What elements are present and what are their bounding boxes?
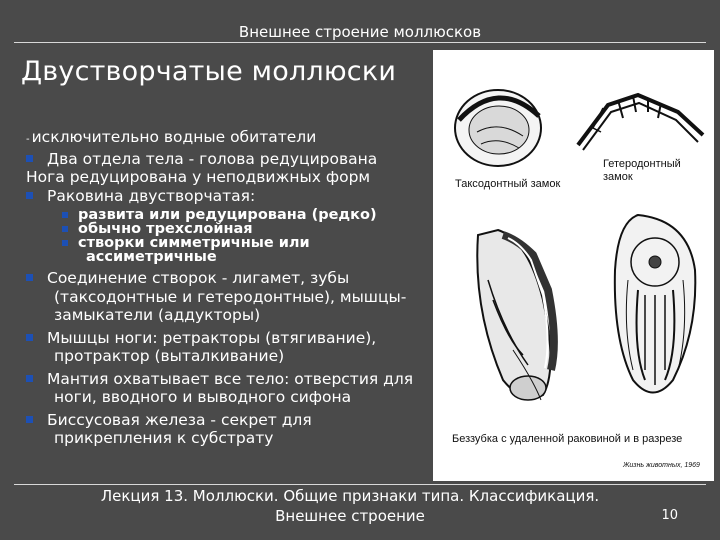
slide-header-title: Внешнее строение моллюсков	[238, 23, 482, 41]
list-item	[26, 411, 426, 448]
sub-list-item-text: развита или редуцирована (редко)	[78, 207, 377, 223]
list-item-text: исключительно водные обитатели	[31, 128, 317, 146]
page-number: 10	[661, 508, 678, 523]
figure-caption: Беззубка с удаленной раковиной и в разрезе	[452, 433, 683, 445]
list-item-text: Два отдела тела - голова редуцирована	[47, 149, 378, 168]
square-bullet-icon	[26, 334, 33, 341]
slide-heading: Двустворчатые моллюски	[21, 56, 397, 87]
list-item	[26, 150, 426, 169]
slide-body	[26, 128, 426, 448]
header-divider	[14, 42, 706, 43]
sub-list-item-text: обычно трехслойная	[78, 221, 253, 237]
square-bullet-icon	[26, 192, 33, 199]
list-item-text: Соединение створок - лигамет, зубы (таксодонтные и гетеродонтные), мышцы-замыкатели (аддукторы)	[47, 269, 407, 324]
square-bullet-icon	[62, 240, 68, 246]
footer-line-1: Лекция 13. Моллюски. Общие признаки типа. Классификация.	[100, 487, 600, 505]
dash-marker: -	[26, 134, 30, 145]
list-item	[26, 269, 426, 325]
footer-divider	[14, 484, 706, 485]
footer-line-2: Внешнее строение	[275, 507, 425, 525]
square-bullet-icon	[62, 226, 68, 232]
list-item-text: Биссусовая железа - секрет для прикрепления к субстрату	[47, 410, 312, 447]
heterodont-hinge-label: Гетеродонтный замок	[603, 158, 681, 183]
list-item	[26, 187, 426, 206]
list-item	[26, 329, 426, 366]
sub-list-item	[26, 236, 426, 264]
square-bullet-icon	[26, 375, 33, 382]
list-item	[26, 168, 426, 187]
list-item-text: Раковина двустворчатая:	[47, 186, 256, 205]
square-bullet-icon	[26, 274, 33, 281]
sub-list-item	[26, 222, 426, 236]
heterodont-hinge-drawing	[578, 95, 703, 150]
taxodont-hinge-label: Таксодонтный замок	[455, 178, 561, 190]
list-item-text: Нога редуцирована у неподвижных форм	[26, 168, 371, 186]
anodonta-section-drawing	[615, 215, 696, 393]
anodonta-body-drawing	[477, 230, 554, 400]
sub-list-item	[26, 208, 426, 222]
list-item	[26, 370, 426, 407]
figure-source: Жизнь животных, 1969	[623, 462, 700, 469]
list-item	[26, 128, 426, 150]
square-bullet-icon	[26, 155, 33, 162]
sub-list-item-text: створки симметричные или ассиметричные	[78, 235, 310, 265]
list-item-text: Мышцы ноги: ретракторы (втягивание), протрактор (выталкивание)	[47, 328, 377, 365]
list-item-text: Мантия охватывает все тело: отверстия для ноги, вводного и выводного сифона	[47, 369, 414, 406]
footer	[50, 486, 650, 526]
square-bullet-icon	[62, 212, 68, 218]
bivalve-drawings	[433, 50, 714, 481]
taxodont-shell-drawing	[455, 90, 541, 166]
mollusc-illustration-panel	[433, 50, 714, 481]
square-bullet-icon	[26, 416, 33, 423]
